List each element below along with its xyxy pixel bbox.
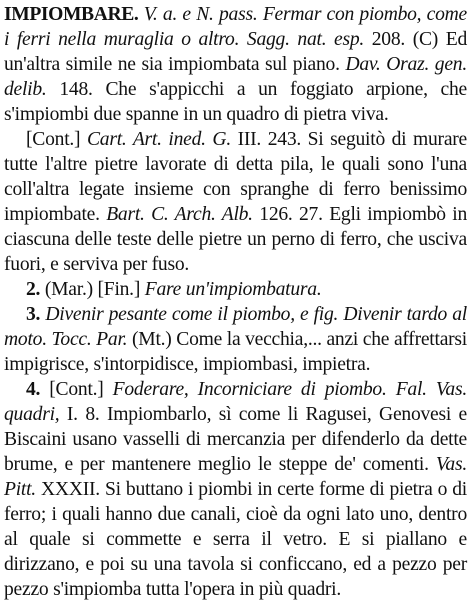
grammar-note: V. a. e N. pass. bbox=[143, 4, 258, 25]
definition: Fermar con piombo, come i ferri nella muraglia o altro. bbox=[4, 4, 468, 50]
citation-tag: (C) bbox=[412, 29, 439, 50]
citation-tag: (Mt.) bbox=[132, 329, 172, 350]
citation-text: Ed un'altra simile ne sia impiombata sul piano. bbox=[4, 29, 467, 75]
citation-source: Sagg. nat. esp. bbox=[246, 29, 365, 50]
citation-source: Tocc. Par. bbox=[51, 329, 128, 350]
citation-text: Si buttano i piombi in certe forme di pietra o di ferro; i quali hanno due canali, cioè da ogni lato uno, dentro al quale si commette e serra il vetro. E si piallano e dirizzano, e poi su una tavola si conficcano, ed a pezzo per pezzo s'impiomba tutta l'opera in più quadri. bbox=[4, 479, 467, 600]
citation-page: 208. bbox=[371, 29, 406, 50]
citation-page: III. 243. bbox=[237, 129, 302, 150]
citation-text: Impiombarlo, sì come li Ragusei, Genovesi e Biscaini usano vasselli di mercanzia per difenderlo da dette brume, e per mantenere meglio le steppe de' comenti. bbox=[4, 404, 467, 475]
citation-text: Egli impiombò in ciascuna delle teste delle pietre un perno di ferro, che usciva fuori, e serviva per fuso. bbox=[4, 204, 467, 275]
citation-page: XXXII. bbox=[41, 479, 100, 500]
citation-text: Che s'appicchi a un foggiato arpione, che s'impiombi due spanne in un quadro di pietra viva. bbox=[4, 79, 467, 125]
definition: Foderare, Incorniciare di piombo. bbox=[112, 379, 387, 400]
citation-page: I. 8. bbox=[66, 404, 100, 425]
citation-source: Fal. Vas. quadri, bbox=[4, 379, 467, 425]
citation-text: Come la vecchia,... anzi che affrettarsi impigrisce, s'intorpidisce, impiombasi, impietra. bbox=[4, 329, 467, 375]
citation-source: Dav. Oraz. gen. delib. bbox=[4, 54, 467, 100]
entry-sense-3 bbox=[4, 302, 467, 377]
citation-source: Cart. Art. ined. G. bbox=[86, 129, 231, 150]
sense-number: 4. bbox=[26, 379, 41, 400]
sense-number: 3. bbox=[26, 304, 41, 325]
section-tag: (Mar.) [Fin.] bbox=[44, 279, 141, 300]
citation-page: 126. 27. bbox=[259, 204, 323, 225]
headword: IMPIOMBARE. bbox=[4, 4, 139, 25]
entry-sense-4 bbox=[4, 377, 467, 602]
citation-text: Si seguitò di murare tutte l'altre pietre lavorate di detta pila, le quali sono l'una coll'altra legate insieme con spranghe di ferro benissimo impiombate. bbox=[4, 129, 467, 225]
section-tag: [Cont.] bbox=[26, 129, 81, 150]
definition: Fare un'impiombatura. bbox=[144, 279, 322, 300]
sense-number: 2. bbox=[26, 279, 41, 300]
section-tag: [Cont.] bbox=[49, 379, 104, 400]
citation-source: Vas. Pitt. bbox=[4, 454, 467, 500]
entry-definition-1 bbox=[4, 2, 467, 127]
entry-sense-2 bbox=[4, 277, 467, 302]
entry-continuation bbox=[4, 127, 467, 277]
citation-source: Bart. C. Arch. Alb. bbox=[106, 204, 253, 225]
citation-page: 148. bbox=[59, 79, 93, 100]
definition: Divenir pesante come il piombo, e fig. Divenir tardo al moto. bbox=[4, 304, 467, 350]
